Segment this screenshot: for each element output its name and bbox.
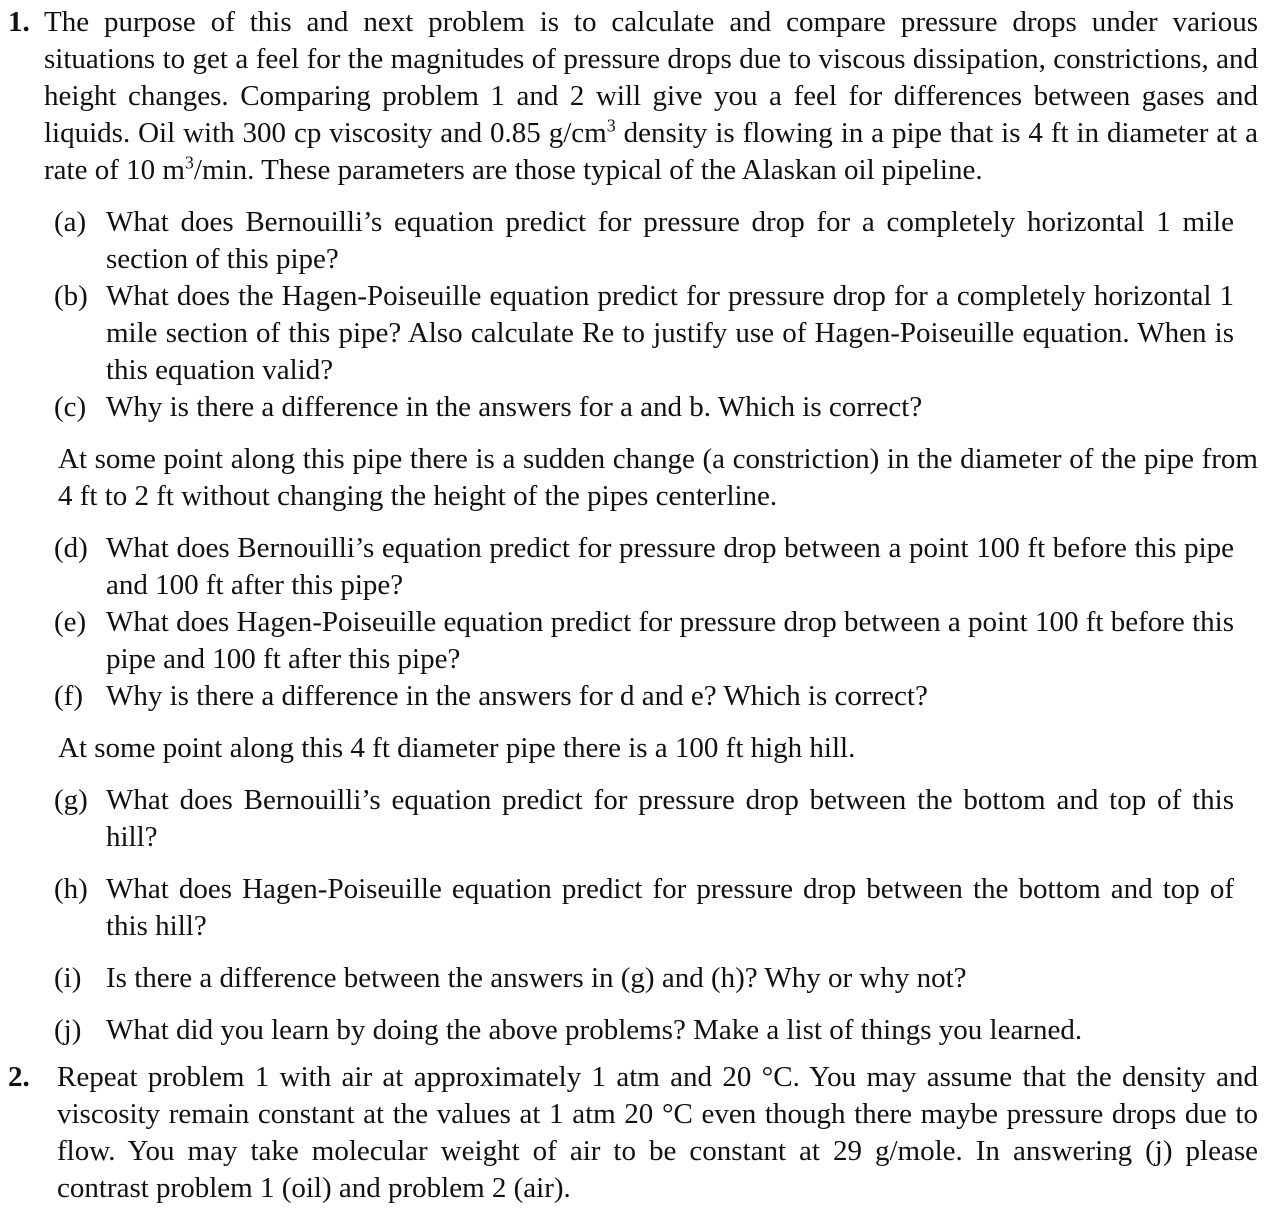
part-i: (i) Is there a difference between the answers in (g) and (h)? Why or why not?	[54, 962, 967, 994]
problem-2-number: 2.	[8, 1061, 30, 1093]
constriction-paragraph: At some point along this pipe there is a sudden change (a constriction) in the diameter of the pipe from 4 ft to 2 ft without changing the height of the pipes centerline.	[58, 443, 1258, 512]
problem-1-continued-g	[0, 782, 1282, 1049]
problem-2-text: Repeat problem 1 with air at approximately 1 atm and 20 °C. You may assume that the density and viscosity remain constant at the values at 1 atm 20 °C even though there maybe pressure drops due to flow. You may take molecular weight of air to be constant at 29 g/mole. In answering (j) please contrast problem 1 (oil) and problem 2 (air).	[57, 1061, 1258, 1204]
problem-1-continued-d	[0, 530, 1282, 715]
part-c: (c) Why is there a difference in the answers for a and b. Which is correct?	[54, 391, 923, 423]
problem-1-number: 1.	[8, 6, 30, 38]
part-a: (a) What does Bernouilli’s equation predict for pressure drop for a completely horizontal 1 mile section of this pipe?	[54, 206, 1234, 275]
problem-1-intro: The purpose of this and next problem is to calculate and compare pressure drops under various situations to get a feel for the magnitudes of pressure drops due to viscous dissipation, constrictions, and height changes. Comparing problem 1 and 2 will give you a feel for differences between gases and liquids. Oil with 300 cp viscosity and 0.85 $g/cm^3$ density is flowing in a pipe that is 4 ft in diameter at a rate of 10 $m^3/\min$. These parameters are those typical of the Alaskan oil pipeline.	[44, 6, 1259, 186]
problem-1	[0, 4, 1282, 426]
part-f: (f) Why is there a difference in the answers for d and e? Which is correct?	[54, 680, 928, 712]
part-b: (b) What does the Hagen-Poiseuille equation predict for pressure drop for a completely horizontal 1 mile section of this pipe? Also calculate Re to justify use of Hagen-Poiseuille equation. When is this equation valid?	[54, 280, 1234, 386]
part-j: (j) What did you learn by doing the above problems? Make a list of things you learned.	[54, 1014, 1083, 1046]
part-g: (g) What does Bernouilli’s equation predict for pressure drop between the bottom and top of this hill?	[54, 784, 1234, 853]
hill-paragraph: At some point along this 4 ft diameter pipe there is a 100 ft high hill.	[58, 732, 856, 764]
part-d: (d) What does Bernouilli’s equation predict for pressure drop between a point 100 ft before this pipe and 100 ft after this pipe?	[54, 532, 1234, 601]
part-e: (e) What does Hagen-Poiseuille equation predict for pressure drop between a point 100 ft before this pipe and 100 ft after this pipe?	[54, 606, 1234, 675]
parts-d-to-f	[44, 530, 1258, 715]
problem-2	[0, 1059, 1282, 1207]
part-h: (h) What does Hagen-Poiseuille equation predict for pressure drop between the bottom and top of this hill?	[54, 873, 1234, 942]
parts-a-to-c	[44, 204, 1258, 426]
parts-g-to-i	[44, 782, 1258, 1049]
document-page	[0, 4, 1282, 1207]
